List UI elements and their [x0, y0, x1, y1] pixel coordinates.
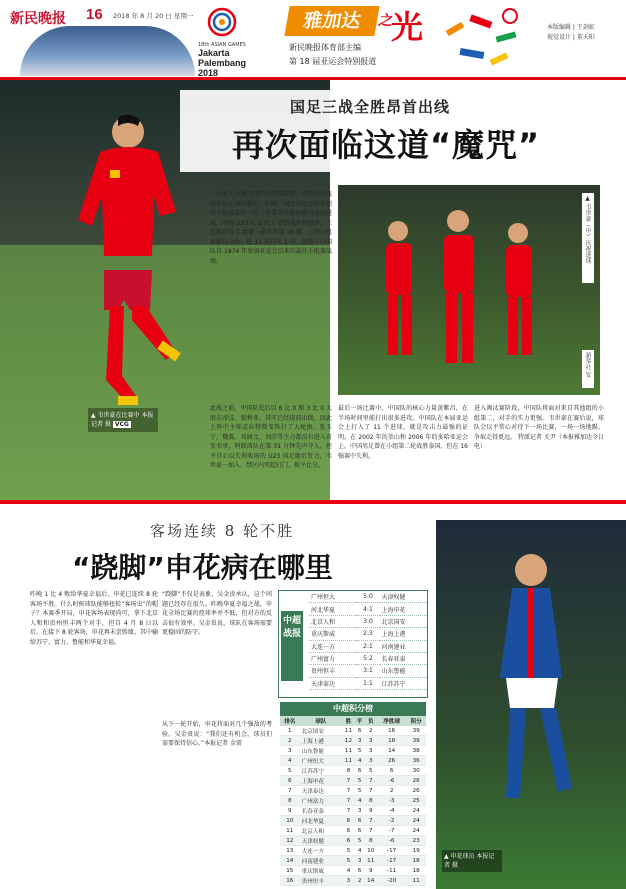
- standings-cell: 24: [406, 806, 426, 816]
- standings-cell: 14: [377, 746, 406, 756]
- standings-team: 广州恒大: [300, 756, 343, 766]
- standings-cell: 2: [377, 786, 406, 796]
- standings-row: [280, 816, 426, 826]
- standings-cell: 3: [355, 806, 365, 816]
- standings-cell: 5: [355, 776, 365, 786]
- article1-column-1: 一向被人当做“实料”的中国足球，在国内的表现却让人刮目相看。昨晚，国足亚运会男足项目小组赛最后一轮，依靠韦世豪和姚均晟的进球，中国 U23 队 2 比 1 逆转战胜阿联酋，三连胜后以 C 组第一昂首晋级 16 强。三场小组赛踢得全胜，进 11 球只失 1 球，创造了中国队自 1974 年参加亚运会以来的最佳小组赛战绩。: [210, 191, 332, 265]
- match-score: 1:1: [356, 677, 379, 689]
- standings-cell: 4: [280, 756, 300, 766]
- standings-cell: 3: [342, 876, 354, 886]
- standings-cell: 26: [406, 786, 426, 796]
- team-away: 山东鲁能: [380, 665, 427, 677]
- standings-team: 广州富力: [300, 796, 343, 806]
- standings-cell: 2: [280, 736, 300, 746]
- team-home: 北京人和: [309, 615, 356, 627]
- photo1-caption: [88, 408, 158, 432]
- article1-kicker: 国足三战全胜昂首出线: [290, 98, 451, 116]
- team-away: 上海申花: [380, 603, 427, 615]
- team-home: 河北华夏: [309, 603, 356, 615]
- asian-games-emblem-icon: [202, 6, 242, 38]
- standings-cell: 7: [365, 776, 377, 786]
- standings-cell: 2: [355, 876, 365, 886]
- standings-cell: -17: [377, 846, 406, 856]
- standings-row: [280, 776, 426, 786]
- standings-row: [280, 796, 426, 806]
- standings-row: [280, 736, 426, 746]
- asian-games-logo: [198, 6, 248, 78]
- standings-cell: 5: [342, 856, 354, 866]
- player-running-figure: [436, 520, 626, 840]
- standings-cell: 13: [280, 846, 300, 856]
- standings-cell: -2: [377, 816, 406, 826]
- recent-result-row: [309, 628, 427, 640]
- standings-header-cell: 积分: [406, 716, 426, 726]
- standings-cell: 9: [365, 866, 377, 876]
- standings-cell: 11: [280, 826, 300, 836]
- standings-cell: 19: [406, 846, 426, 856]
- article2-column-1: 昨晚 1 比 4 败给华夏幸福后，申花已连续 8 轮客场不胜。什么时候球队能够扭转“客场虫”的帽子？本赛季开局，申花客场表现尚可，拿下北京人和和贵州恒丰两个对手，但自 4 月 8 日以后，在接下 8 轮客场，申花再未尝胜绩，其中输给苏宁、富力、鲁能和华夏幸福。: [30, 591, 158, 646]
- standings-cell: 7: [365, 816, 377, 826]
- standings-row: [280, 856, 426, 866]
- match-score: 2:3: [356, 628, 379, 640]
- standings-cell: 6: [377, 766, 406, 776]
- standings-team: 长春亚泰: [300, 806, 343, 816]
- standings-row: [280, 746, 426, 756]
- standings-cell: 18: [406, 866, 426, 876]
- standings-cell: 7: [342, 776, 354, 786]
- article2-column-3: 从下一轮开始，申花将面对几个强敌的考验。吴金贵说：“我们还有机会，球员们需要保持信心。”本报记者 金雷: [162, 721, 272, 747]
- standings-cell: 5: [355, 786, 365, 796]
- standings-team: 大连一方: [300, 846, 343, 856]
- photo3-caption: ▲ 申花球员 本报记者 摄: [442, 850, 502, 872]
- standings-cell: 38: [406, 746, 426, 756]
- standings-cell: 10: [280, 816, 300, 826]
- standings-cell: 11: [342, 746, 354, 756]
- standings-header-cell: 球队: [300, 716, 343, 726]
- standings-cell: 12: [342, 736, 354, 746]
- standings-cell: 4: [342, 866, 354, 876]
- standings-team: 天津权健: [300, 836, 343, 846]
- standings-row: [280, 836, 426, 846]
- standings-cell: 4: [355, 756, 365, 766]
- team-home: 广州富力: [309, 652, 356, 664]
- standings-cell: 7: [365, 826, 377, 836]
- standings-cell: 11: [406, 876, 426, 886]
- standings-cell: 9: [280, 806, 300, 816]
- header-subtitle-1: 新民晚报体育部主编: [289, 43, 361, 52]
- standings-header-cell: 净胜球: [377, 716, 406, 726]
- standings-cell: 16: [280, 876, 300, 886]
- standings-cell: 7: [342, 786, 354, 796]
- article1-column-2: 此战之前，中国队先后以 6 比 0 和 3 比 0 大胜东帝汶、叙利亚，其实已经提前出线，因此上阵中主帅孟拉特斯变阵打了大轮换，张玉宁、魏震、邓涵文、刘洋等主力都没有进入首发名单。阿联酋队在第 31 分钟先声夺人，但不甘心以失利收场的 U23 国足随后发力，韦世豪一加入，禁区内突起打门，扳平比分。: [210, 405, 332, 469]
- standings-cell: 14: [280, 856, 300, 866]
- standings-team: 上海上港: [300, 736, 343, 746]
- team-home: 大连一方: [309, 640, 356, 652]
- standings-cell: 6: [342, 816, 354, 826]
- standings-row: [280, 766, 426, 776]
- standings-cell: 36: [406, 756, 426, 766]
- standings-cell: 4: [355, 846, 365, 856]
- newspaper-logo: 新民晚报: [10, 11, 66, 27]
- standings-cell: 8: [365, 836, 377, 846]
- standings-cell: 8: [342, 766, 354, 776]
- standings-cell: 3: [365, 756, 377, 766]
- standings-table: [280, 716, 426, 886]
- standings-cell: -4: [377, 806, 406, 816]
- recent-result-row: [309, 603, 427, 615]
- standings-team: 河北华夏: [300, 816, 343, 826]
- standings-cell: 11: [342, 726, 354, 736]
- shenhua-player-photo: [436, 520, 626, 889]
- standings-cell: 2: [365, 726, 377, 736]
- photo1-caption-text: ▲ 韦世豪在比赛中 本报记者 摄: [91, 412, 154, 428]
- standings-cell: 18: [406, 856, 426, 866]
- article2-title: “跷脚”申花病在哪里: [72, 551, 333, 584]
- team-away: 河南建业: [380, 640, 427, 652]
- standings-header-cell: 胜: [342, 716, 354, 726]
- asian-games-city: Jakarta Palembang 2018: [198, 48, 247, 78]
- standings-team: 山东鲁能: [300, 746, 343, 756]
- standings-cell: 6: [355, 766, 365, 776]
- standings-header-cell: 负: [365, 716, 377, 726]
- standings-row: [280, 756, 426, 766]
- issue-date: 2018 年 8 月 20 日 星期一: [113, 12, 194, 20]
- standings-cell: 11: [365, 856, 377, 866]
- standings-cell: -6: [377, 776, 406, 786]
- standings-cell: 8: [280, 796, 300, 806]
- standings-team: 江苏苏宁: [300, 766, 343, 776]
- photo1-credit: VCG: [114, 421, 129, 428]
- recent-results-label-text: 中超战报: [282, 616, 301, 639]
- standings-cell: 25: [406, 796, 426, 806]
- standings-cell: -6: [377, 836, 406, 846]
- standings-team: 上海申花: [300, 776, 343, 786]
- standings-cell: 5: [355, 746, 365, 756]
- standings-cell: 6: [355, 726, 365, 736]
- standings-header-cell: 平: [355, 716, 365, 726]
- recent-result-row: [309, 665, 427, 677]
- team-away: 上海上港: [380, 628, 427, 640]
- standings-cell: 3: [355, 736, 365, 746]
- standings-cell: 39: [406, 726, 426, 736]
- article2-column-2: “跷脚”不仅是表象，吴金贵承认，这个问题已经存在很久。昨晚华夏幸福之战，申花全场比赛的控球率并不低，但对方的反击很有效率。吴金贵说，球队在客场需要更稳固的防守。: [162, 591, 272, 636]
- recent-result-row: [309, 652, 427, 664]
- standings-cell: 6: [355, 866, 365, 876]
- standings-cell: 26: [377, 756, 406, 766]
- designer-credit: 视觉设计 | 董天阳: [547, 34, 595, 41]
- page-header: [0, 0, 626, 80]
- standings-cell: -17: [377, 856, 406, 866]
- standings-cell: 24: [406, 826, 426, 836]
- standings-cell: 5: [280, 766, 300, 776]
- standings-team: 重庆斯威: [300, 866, 343, 876]
- standings-cell: 26: [406, 776, 426, 786]
- standings-cell: 1: [280, 726, 300, 736]
- recent-result-row: [309, 677, 427, 689]
- player-kicking-figure: [58, 110, 198, 430]
- team-home: 天津泰达: [309, 677, 356, 689]
- standings-cell: -11: [377, 866, 406, 876]
- standings-cell: 7: [365, 786, 377, 796]
- standings-team: 贵州恒丰: [300, 876, 343, 886]
- match-score: 2:1: [356, 640, 379, 652]
- team-celebration-photo: [338, 185, 600, 395]
- standings-cell: 6: [355, 826, 365, 836]
- recent-result-row: [309, 591, 427, 603]
- standings-cell: 5: [355, 836, 365, 846]
- standings-cell: 7: [280, 786, 300, 796]
- section-divider: [0, 500, 626, 504]
- standings-team: 天津泰达: [300, 786, 343, 796]
- recent-result-row: [309, 615, 427, 627]
- standings-cell: 8: [365, 796, 377, 806]
- headline-band: [180, 90, 620, 172]
- standings-title: 中超积分榜: [280, 702, 426, 716]
- team-home: 贵州恒丰: [309, 665, 356, 677]
- ribbon-title: 雅加达: [284, 6, 379, 36]
- standings-cell: 11: [342, 756, 354, 766]
- standings-cell: 23: [406, 836, 426, 846]
- standings-cell: 9: [365, 806, 377, 816]
- standings-cell: 18: [377, 736, 406, 746]
- standings-cell: 12: [280, 836, 300, 846]
- standings-cell: -20: [377, 876, 406, 886]
- recent-results-label: [281, 611, 303, 681]
- article1-column-4: 进入淘汰赛阶段，中国队将面对来自其他组的小组第二，对手的实力更强。韦世豪在赛后说，球队会以平常心对待下一场比赛，一场一场地踢，争取走得更远。 特派记者 关尹（本报雅加达今日电）: [474, 405, 604, 450]
- article1-title: 再次面临这道“魔咒”: [232, 126, 541, 164]
- article1-column-3: 最后一场比赛中，中国队的核心力量黄紫昌，在半场时间里能打出很多进攻。中国队在本届亚运会上打入了 11 个进球，就是攻击力最强的证明。在 2002 年的釜山和 2006 年的多哈亚运会上，中国男足曾在小组第二轮战胜泰国，但在 16 强赛中失利。: [338, 405, 468, 460]
- standings-cell: 6: [342, 826, 354, 836]
- standings-row: [280, 866, 426, 876]
- match-score: 4:1: [356, 603, 379, 615]
- asian-games-small: 18th ASIAN GAMES: [198, 42, 246, 48]
- standings-cell: 6: [355, 816, 365, 826]
- match-score: 3:1: [356, 665, 379, 677]
- standings-cell: 7: [342, 806, 354, 816]
- standings-cell: 10: [365, 846, 377, 856]
- page-number: 16: [86, 6, 103, 23]
- standings-cell: 14: [365, 876, 377, 886]
- standings-row: [280, 876, 426, 886]
- team-away: 江苏苏宁: [380, 677, 427, 689]
- standings-row: [280, 726, 426, 736]
- standings-cell: 4: [355, 796, 365, 806]
- header-subtitle-2: 第 18 届亚运会特别报道: [289, 57, 377, 66]
- standings-team: 北京国安: [300, 726, 343, 736]
- standings-row: [280, 786, 426, 796]
- standings-cell: -7: [377, 826, 406, 836]
- standings-cell: 3: [355, 856, 365, 866]
- players-celebrating-figure: [338, 191, 578, 391]
- standings-row: [280, 846, 426, 856]
- standings-cell: 24: [406, 816, 426, 826]
- standings-cell: 3: [365, 746, 377, 756]
- standings-cell: 6: [342, 836, 354, 846]
- standings-cell: 16: [377, 726, 406, 736]
- team-away: 北京国安: [380, 615, 427, 627]
- match-score: 5:0: [356, 591, 379, 603]
- standings-header-cell: 排名: [280, 716, 300, 726]
- standings-cell: 6: [280, 776, 300, 786]
- standings-cell: 39: [406, 736, 426, 746]
- team-home: 广州恒大: [309, 591, 356, 603]
- match-score: 5:2: [356, 652, 379, 664]
- standings-cell: -3: [377, 796, 406, 806]
- standings-cell: 5: [342, 846, 354, 856]
- team-away: 长春亚泰: [380, 652, 427, 664]
- ribbon-zhi: 之: [378, 13, 392, 29]
- standings-cell: 5: [365, 766, 377, 776]
- team-home: 重庆斯威: [309, 628, 356, 640]
- recent-results-box: [278, 590, 428, 698]
- article2-kicker: 客场连续 8 轮不胜: [150, 522, 295, 540]
- photo2-credit: 新华社 发: [582, 350, 594, 388]
- standings-cell: 15: [280, 866, 300, 876]
- standings-cell: 3: [280, 746, 300, 756]
- standings-cell: 3: [365, 736, 377, 746]
- standings-team: 河南建业: [300, 856, 343, 866]
- recent-results-table: [309, 591, 427, 690]
- match-score: 3:0: [356, 615, 379, 627]
- color-stripes-icon: [440, 4, 530, 76]
- recent-result-row: [309, 640, 427, 652]
- ribbon-guang: 光: [391, 8, 424, 46]
- standings-row: [280, 806, 426, 816]
- standings-cell: 7: [342, 796, 354, 806]
- editor-credit: 本版编辑 | 王剑虹: [547, 24, 595, 31]
- stadium-graphic: [20, 26, 195, 76]
- standings-team: 北京人和: [300, 826, 343, 836]
- standings-cell: 30: [406, 766, 426, 776]
- photo2-caption: ▲ 韦世豪（中）庆祝进球: [582, 193, 594, 283]
- standings-row: [280, 826, 426, 836]
- team-away: 天津权健: [380, 591, 427, 603]
